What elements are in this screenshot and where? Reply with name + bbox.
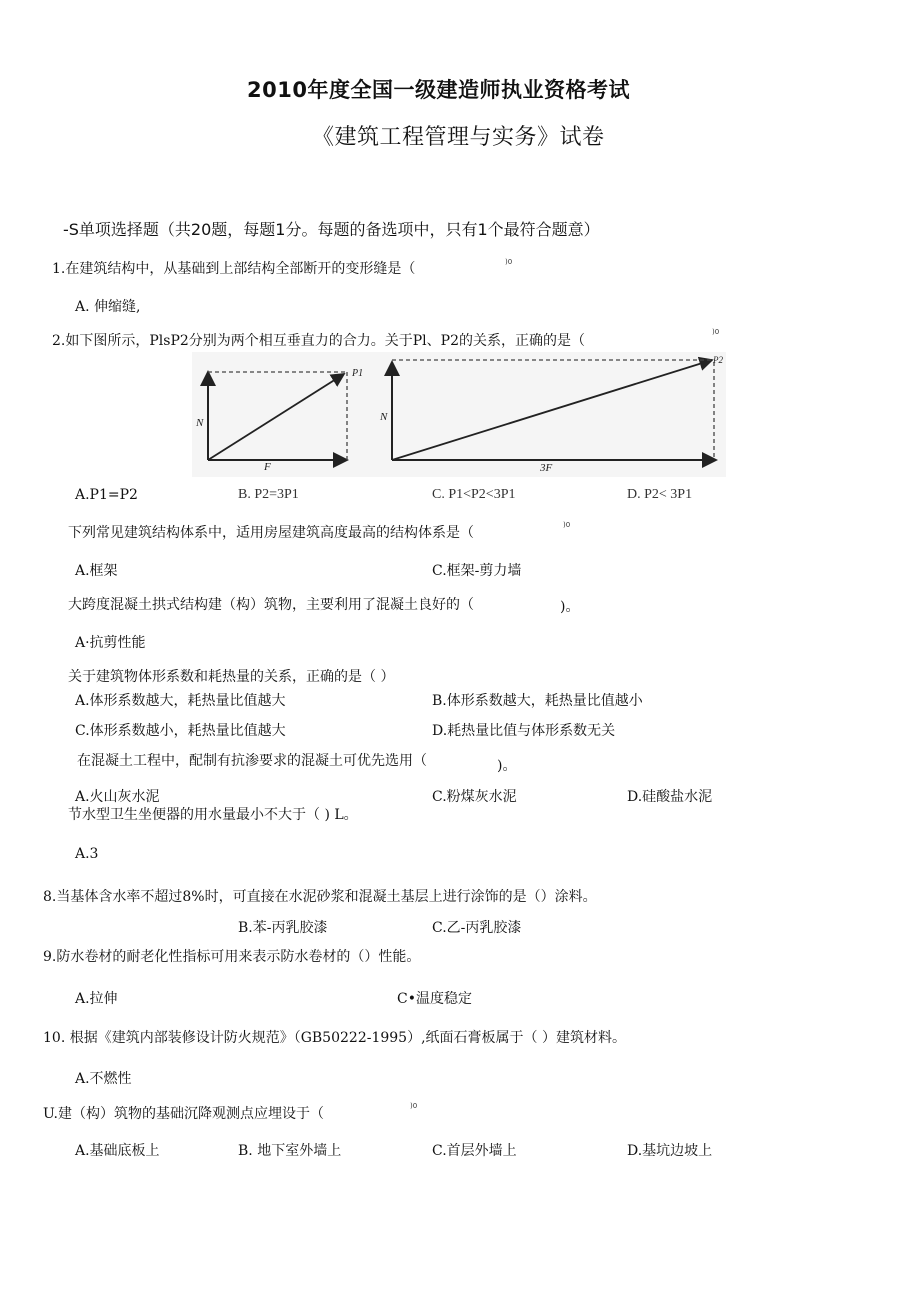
question-8-stem: 8.当基体含水率不超过8%时，可直接在水泥砂浆和混凝土基层上进行涂饰的是（）涂料。 [43, 889, 597, 905]
question-11-stem: U.建（构）筑物的基础沉降观测点应埋设于（ [43, 1106, 324, 1122]
question-8-option-c: C.乙-丙乳胶漆 [432, 920, 522, 936]
question-6-option-c: C.粉煤灰水泥 [432, 789, 517, 805]
question-11-option-b: B. 地下室外墙上 [238, 1143, 342, 1159]
question-4-tail: )。 [560, 599, 580, 615]
question-8-option-b: B.苯-丙乳胶漆 [238, 920, 328, 936]
right-f-label: 3F [540, 462, 553, 474]
question-10-stem: 10. 根据《建筑内部装修设计防火规范》（GB50222-1995）,纸面石膏板属于（ ）建筑材料。 [43, 1030, 626, 1046]
question-5-option-c: C.体形系数越小，耗热量比值越大 [75, 723, 286, 739]
question-9-option-a: A.拉伸 [75, 991, 118, 1007]
question-11-tail: )0 [410, 1102, 418, 1110]
question-7-option-a: A.3 [75, 846, 99, 862]
exam-title-line1: 2010年度全国一级建造师执业资格考试 [247, 78, 630, 102]
question-9-stem: 9.防水卷材的耐老化性指标可用来表示防水卷材的（）性能。 [43, 949, 421, 965]
question-3-option-a: A.框架 [75, 563, 118, 579]
exam-title-line2: 《建筑工程管理与实务》试卷 [312, 125, 605, 150]
question-4-stem: 大跨度混凝土拱式结构建（构）筑物，主要利用了混凝土良好的（ [68, 597, 474, 613]
question-6-option-d: D.硅酸盐水泥 [627, 789, 713, 805]
question-4-option-a: A·抗剪性能 [75, 635, 146, 651]
question-5-option-d: D.耗热量比值与体形系数无关 [432, 723, 616, 739]
question-9-option-c: C•温度稳定 [397, 991, 472, 1007]
question-2-tail: )0 [712, 328, 720, 336]
question-1-stem: 1.在建筑结构中，从基础到上部结构全部断开的变形缝是（ [52, 261, 416, 277]
section-heading: -S单项选择题（共20题，每题1分。每题的备选项中，只有1个最符合题意） [63, 220, 600, 239]
left-f-label: F [264, 461, 271, 473]
question-2-option-c: C. P1<P2<3P1 [432, 487, 516, 502]
force-diagram-figure [192, 352, 726, 477]
question-2-option-d: D. P2< 3P1 [627, 487, 693, 502]
left-p-label: P1 [352, 368, 364, 379]
question-3-tail: )0 [563, 521, 571, 529]
question-11-option-d: D.基坑边坡上 [627, 1143, 713, 1159]
right-p-label: P2 [713, 355, 723, 365]
question-3-stem: 下列常见建筑结构体系中，适用房屋建筑高度最高的结构体系是（ [68, 525, 474, 541]
left-n-label: N [196, 417, 204, 429]
question-5-option-a: A.体形系数越大，耗热量比值越大 [75, 693, 286, 709]
question-6-option-a: A.火山灰水泥 [75, 789, 160, 805]
question-2-stem: 2.如下图所示，PlsP2分别为两个相互垂直力的合力。关于Pl、P2的关系，正确的是（ [52, 333, 585, 349]
question-5-option-b: B.体形系数越大，耗热量比值越小 [432, 693, 643, 709]
question-5-stem: 关于建筑物体形系数和耗热量的关系，正确的是（ ） [68, 669, 395, 685]
question-6-tail: )。 [497, 758, 517, 774]
question-2-option-a: A.P1=P2 [75, 487, 138, 503]
right-n-label: N [380, 411, 388, 423]
question-1-option-a: A. 伸缩缝, [75, 299, 141, 315]
question-3-option-c: C.框架-剪力墙 [432, 563, 522, 579]
question-2-option-b: B. P2=3P1 [238, 487, 299, 502]
question-10-option-a: A.不燃性 [75, 1071, 132, 1087]
question-11-option-a: A.基础底板上 [75, 1143, 160, 1159]
question-7-stem: 节水型卫生坐便器的用水量最小不大于（ ) L。 [68, 807, 358, 823]
question-11-option-c: C.首层外墙上 [432, 1143, 517, 1159]
question-6-stem: 在混凝土工程中，配制有抗渗要求的混凝土可优先选用（ [77, 753, 427, 769]
question-1-tail: )0 [505, 258, 513, 266]
